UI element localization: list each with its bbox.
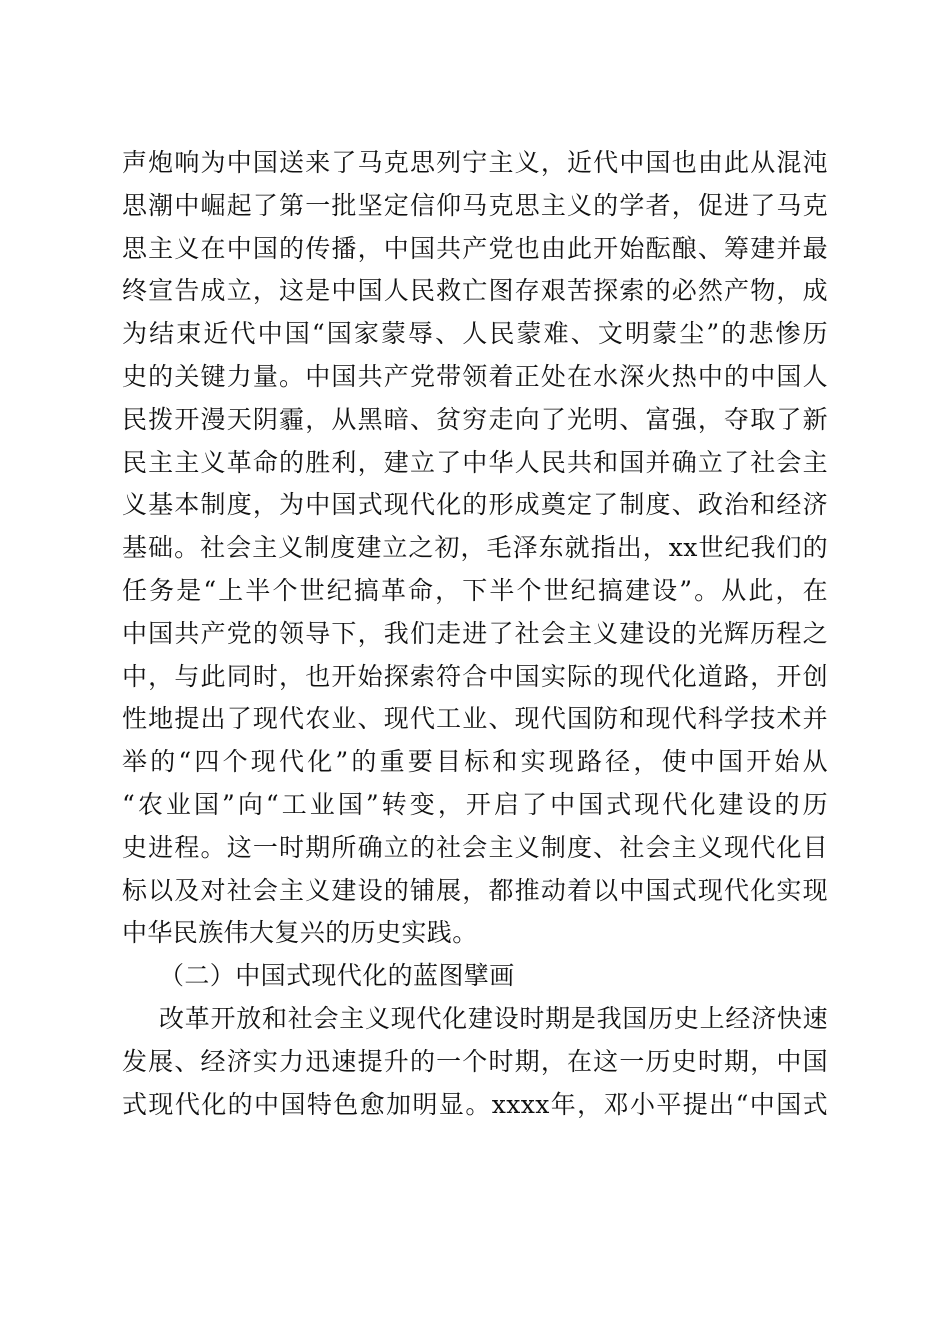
body-line: 发展、经济实力迅速提升的一个时期，在这一历史时期，中国 [122, 1046, 828, 1076]
body-line: 民拨开漫天阴霾，从黑暗、贫穷走向了光明、富强，夺取了新 [122, 404, 828, 434]
body-line: 式现代化的中国特色愈加明显。xxxx年，邓小平提出“中国式 [122, 1089, 828, 1119]
body-line: 义基本制度，为中国式现代化的形成奠定了制度、政治和经济 [122, 490, 828, 520]
body-line: 中国共产党的领导下，我们走进了社会主义建设的光辉历程之 [122, 618, 828, 648]
body-line: 中，与此同时，也开始探索符合中国实际的现代化道路，开创 [122, 661, 828, 691]
section-heading: （二）中国式现代化的蓝图擘画 [159, 961, 515, 991]
body-line: 声炮响为中国送来了马克思列宁主义，近代中国也由此从混沌 [122, 148, 828, 177]
document-body [122, 142, 828, 1126]
body-line: 基础。社会主义制度建立之初，毛泽东就指出，xx世纪我们的 [122, 533, 828, 563]
body-line: 史的关键力量。中国共产党带领着正处在水深火热中的中国人 [122, 361, 828, 391]
body-line: “农业国”向“工业国”转变，开启了中国式现代化建设的历 [122, 789, 828, 819]
body-line: 标以及对社会主义建设的铺展，都推动着以中国式现代化实现 [122, 875, 828, 905]
body-line: 任务是“上半个世纪搞革命，下半个世纪搞建设”。从此，在 [122, 575, 828, 605]
body-line: 民主主义革命的胜利，建立了中华人民共和国并确立了社会主 [122, 447, 828, 477]
body-line: 为结束近代中国“国家蒙辱、人民蒙难、文明蒙尘”的悲惨历 [122, 319, 828, 349]
body-line: 思主义在中国的传播，中国共产党也由此开始酝酿、筹建并最 [122, 233, 828, 263]
paragraph-last-line: 中华民族伟大复兴的历史实践。 [122, 918, 478, 948]
body-line: 终宣告成立，这是中国人民救亡图存艰苦探索的必然产物，成 [122, 276, 828, 306]
body-line: 性地提出了现代农业、现代工业、现代国防和现代科学技术并 [122, 704, 828, 734]
body-line: 思潮中崛起了第一批坚定信仰马克思主义的学者，促进了马克 [122, 190, 828, 220]
body-line: 史进程。这一时期所确立的社会主义制度、社会主义现代化目 [122, 832, 828, 862]
body-line: 举的“四个现代化”的重要目标和实现路径，使中国开始从 [122, 747, 828, 777]
paragraph-first-line: 改革开放和社会主义现代化建设时期是我国历史上经济快速 [159, 1003, 828, 1033]
